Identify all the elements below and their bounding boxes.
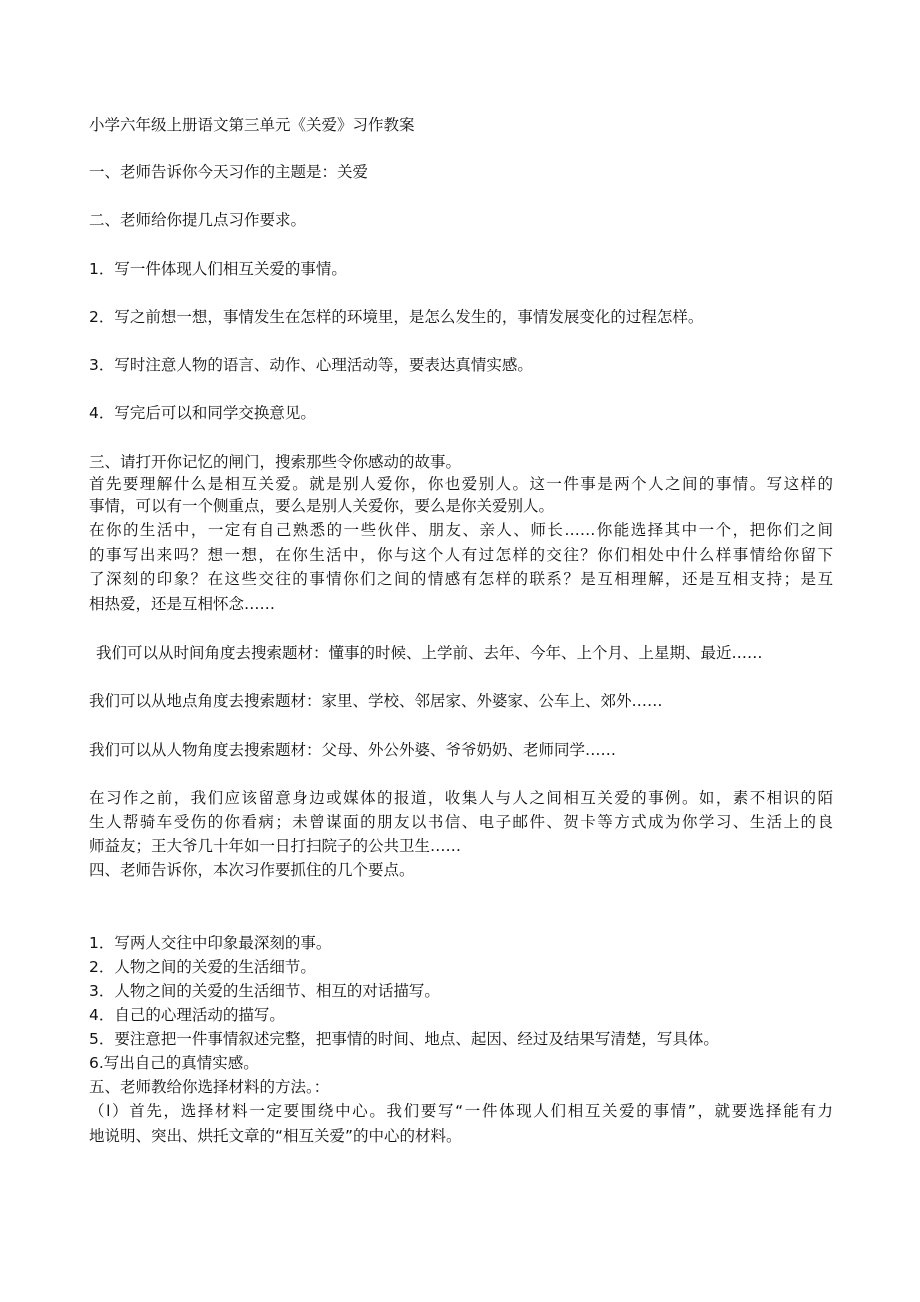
section-heading-2: 二、老师给你提几点习作要求。 [89, 211, 307, 229]
paragraph-line: 的事写出来吗？想一想，在你生活中，你与这个人有过怎样的交往？你们相处中什么样事情给你留下 [89, 546, 833, 564]
section-heading-4: 四、老师告诉你，本次习作要抓住的几个要点。 [89, 861, 415, 879]
key-point-item: 3．人物之间的关爱的生活细节、相互的对话描写。 [89, 982, 440, 1000]
key-point-item: 6.写出自己的真情实感。 [89, 1054, 259, 1072]
paragraph-line: 首先要理解什么是相互关爱。就是别人爱你，你也爱别人。这一件事是两个人之间的事情。写这样的 [89, 475, 833, 493]
key-point-item: 5．要注意把一件事情叙述完整，把事情的时间、地点、起因、经过及结果写清楚，写具体。 [89, 1030, 719, 1048]
requirement-item: 1．写一件体现人们相互关爱的事情。 [89, 260, 347, 278]
section-heading-3: 三、请打开你记忆的闸门，搜索那些令你感动的故事。 [89, 453, 462, 471]
paragraph-line: 在习作之前，我们应该留意身边或媒体的报道，收集人与人之间相互关爱的事例。如，素不相识的陌 [89, 789, 833, 807]
key-point-item: 2．人物之间的关爱的生活细节。 [89, 958, 316, 976]
search-angle-person: 我们可以从人物角度去搜索题材：父母、外公外婆、爷爷奶奶、老师同学…… [89, 741, 617, 759]
paragraph-line: 相热爱，还是互相怀念…… [89, 595, 276, 613]
paragraph-line: （l）首先，选择材料一定要围绕中心。我们要写“一件体现人们相互关爱的事情”，就要选择能有力 [89, 1102, 833, 1120]
paragraph-line: 生人帮骑车受伤的你看病；未曾谋面的朋友以书信、电子邮件、贺卡等方式成为你学习、生活上的良 [89, 813, 833, 831]
requirement-item: 2．写之前想一想，事情发生在怎样的环境里，是怎么发生的，事情发展变化的过程怎样。 [89, 308, 704, 326]
search-angle-place: 我们可以从地点角度去搜索题材：家里、学校、邻居家、外婆家、公车上、郊外…… [89, 692, 663, 710]
key-point-item: 4．自己的心理活动的描写。 [89, 1006, 285, 1024]
search-angle-time: 我们可以从时间角度去搜索题材：懂事的时候、上学前、去年、今年、上个月、上星期、最近…… [96, 644, 763, 662]
section-heading-1: 一、老师告诉你今天习作的主题是：关爱 [89, 163, 369, 181]
requirement-item: 4．写完后可以和同学交换意见。 [89, 404, 316, 422]
paragraph-line: 师益友；王大爷几十年如一日打扫院子的公共卫生…… [89, 837, 462, 855]
section-heading-5: 五、老师教给你选择材料的方法。： [89, 1078, 330, 1096]
requirement-item: 3．写时注意人物的语言、动作、心理活动等，要表达真情实感。 [89, 356, 533, 374]
paragraph-line: 了深刻的印象？在这些交往的事情你们之间的情感有怎样的联系？是互相理解，还是互相支持；是互 [89, 570, 833, 588]
paragraph-line: 地说明、突出、烘托文章的“相互关爱”的中心的材料。 [89, 1127, 462, 1145]
paragraph-line: 在你的生活中，一定有自己熟悉的一些伙伴、朋友、亲人、师长……你能选择其中一个，把你们之间 [89, 521, 833, 539]
paragraph-line: 事情，可以有一个侧重点，要么是别人关爱你，要么是你关爱别人。 [89, 497, 555, 515]
key-point-item: 1．写两人交往中印象最深刻的事。 [89, 934, 332, 952]
document-title: 小学六年级上册语文第三单元《关爱》习作教案 [89, 116, 415, 134]
